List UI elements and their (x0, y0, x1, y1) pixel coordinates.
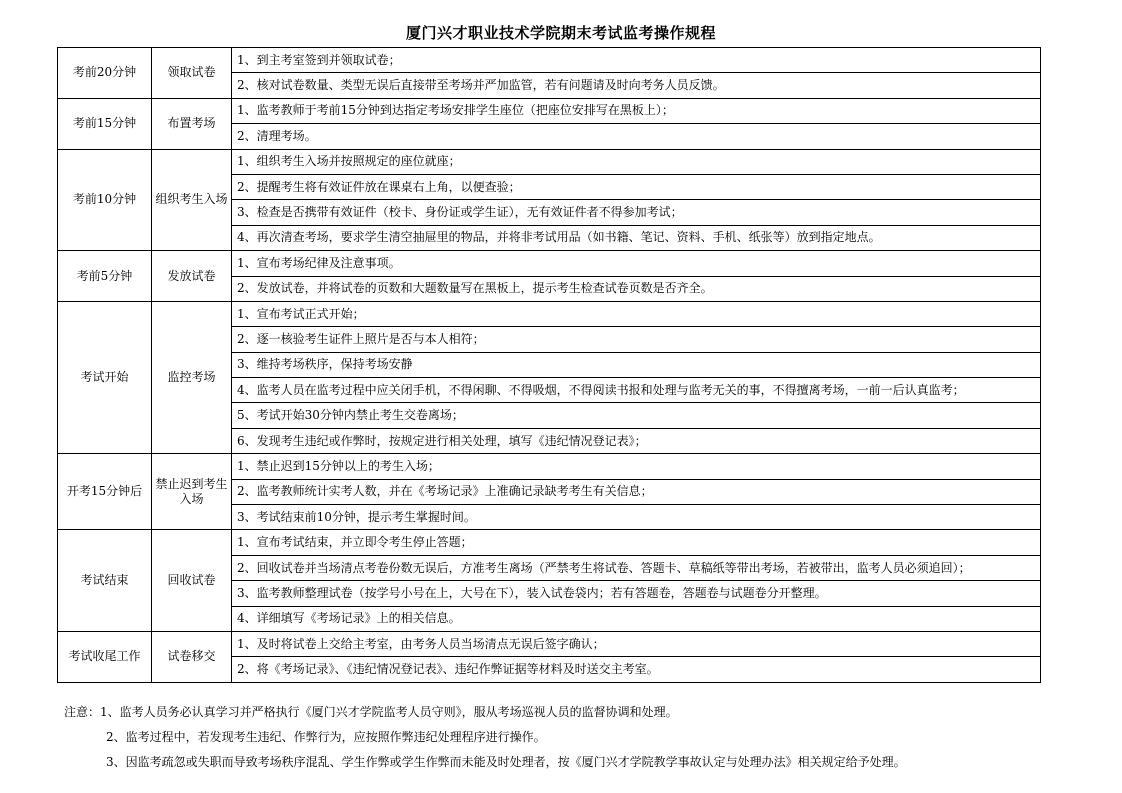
table-row (58, 149, 1041, 174)
table-row (58, 631, 1041, 656)
table-row (58, 251, 1041, 276)
step-cell: 2、提醒考生将有效证件放在课桌右上角，以便查验； (232, 174, 1041, 199)
notes-section (64, 700, 906, 775)
task-cell: 回收试卷 (152, 530, 232, 632)
step-cell: 2、监考教师统计实考人数，并在《考场记录》上准确记录缺考考生有关信息； (232, 479, 1041, 504)
step-cell: 2、清理考场。 (232, 124, 1041, 149)
phase-cell: 考前20分钟 (58, 48, 152, 99)
phase-cell: 考试结束 (58, 530, 152, 632)
note-line-1: 注意：1、监考人员务必认真学习并严格执行《厦门兴才学院监考人员守则》，服从考场巡视人员的监督协调和处理。 (64, 705, 678, 719)
step-cell: 1、到主考室签到并领取试卷； (232, 48, 1041, 73)
phase-cell: 考试收尾工作 (58, 631, 152, 682)
step-cell: 3、检查是否携带有效证件（校卡、身份证或学生证），无有效证件者不得参加考试； (232, 200, 1041, 225)
step-cell: 1、宣布考场纪律及注意事项。 (232, 251, 1041, 276)
task-cell: 布置考场 (152, 98, 232, 149)
step-cell: 1、宣布考试结束，并立即令考生停止答题； (232, 530, 1041, 555)
step-cell: 3、考试结束前10分钟，提示考生掌握时间。 (232, 505, 1041, 530)
procedure-table-body (58, 48, 1041, 683)
phase-cell: 考前10分钟 (58, 149, 152, 251)
note-line-3: 3、因监考疏忽或失职而导致考场秩序混乱、学生作弊或学生作弊而未能及时处理者，按《厦门兴才学院教学事故认定与处理办法》相关规定给予处理。 (106, 755, 906, 769)
phase-cell: 考前15分钟 (58, 98, 152, 149)
step-cell: 1、监考教师于考前15分钟到达指定考场安排学生座位（把座位安排写在黑板上）； (232, 98, 1041, 123)
task-cell: 试卷移交 (152, 631, 232, 682)
step-cell: 2、核对试卷数量、类型无误后直接带至考场并严加监管，若有问题请及时向考务人员反馈。 (232, 73, 1041, 98)
step-cell: 2、将《考场记录》、《违纪情况登记表》、违纪作弊证据等材料及时送交主考室。 (232, 657, 1041, 682)
note-line-2: 2、监考过程中，若发现考生违纪、作弊行为，应按照作弊违纪处理程序进行操作。 (106, 730, 546, 744)
phase-cell: 考试开始 (58, 301, 152, 453)
procedure-table (57, 47, 1041, 683)
step-cell: 2、发放试卷，并将试卷的页数和大题数量写在黑板上，提示考生检查试卷页数是否齐全。 (232, 276, 1041, 301)
step-cell: 6、发现考生违纪或作弊时，按规定进行相关处理，填写《违纪情况登记表》； (232, 428, 1041, 453)
step-cell: 1、宣布考试正式开始； (232, 301, 1041, 326)
page-title: 厦门兴才职业技术学院期末考试监考操作规程 (405, 24, 716, 42)
task-cell: 组织考生入场 (152, 149, 232, 251)
step-cell: 5、考试开始30分钟内禁止考生交卷离场； (232, 403, 1041, 428)
step-cell: 4、监考人员在监考过程中应关闭手机，不得闲聊、不得吸烟，不得阅读书报和处理与监考无关的事，不得擅离考场，一前一后认真监考； (232, 378, 1041, 403)
task-cell: 领取试卷 (152, 48, 232, 99)
step-cell: 2、逐一核验考生证件上照片是否与本人相符； (232, 327, 1041, 352)
task-cell: 监控考场 (152, 301, 232, 453)
step-cell: 1、组织考生入场并按照规定的座位就座； (232, 149, 1041, 174)
phase-cell: 考前5分钟 (58, 251, 152, 302)
table-row (58, 98, 1041, 123)
table-row (58, 48, 1041, 73)
step-cell: 1、及时将试卷上交给主考室，由考务人员当场清点无误后签字确认； (232, 631, 1041, 656)
table-row (58, 454, 1041, 479)
step-cell: 4、再次清查考场，要求学生清空抽屉里的物品，并将非考试用品（如书籍、笔记、资料、手机、纸张等）放到指定地点。 (232, 225, 1041, 250)
phase-cell: 开考15分钟后 (58, 454, 152, 530)
step-cell: 2、回收试卷并当场清点考卷份数无误后，方准考生离场（严禁考生将试卷、答题卡、草稿纸等带出考场，若被带出，监考人员必须追回）； (232, 555, 1041, 580)
task-cell: 禁止迟到考生入场 (152, 454, 232, 530)
task-cell: 发放试卷 (152, 251, 232, 302)
step-cell: 1、禁止迟到15分钟以上的考生入场； (232, 454, 1041, 479)
table-row (58, 530, 1041, 555)
step-cell: 4、详细填写《考场记录》上的相关信息。 (232, 606, 1041, 631)
table-row (58, 301, 1041, 326)
step-cell: 3、维持考场秩序，保持考场安静 (232, 352, 1041, 377)
step-cell: 3、监考教师整理试卷（按学号小号在上，大号在下），装入试卷袋内；若有答题卷，答题卷与试题卷分开整理。 (232, 581, 1041, 606)
